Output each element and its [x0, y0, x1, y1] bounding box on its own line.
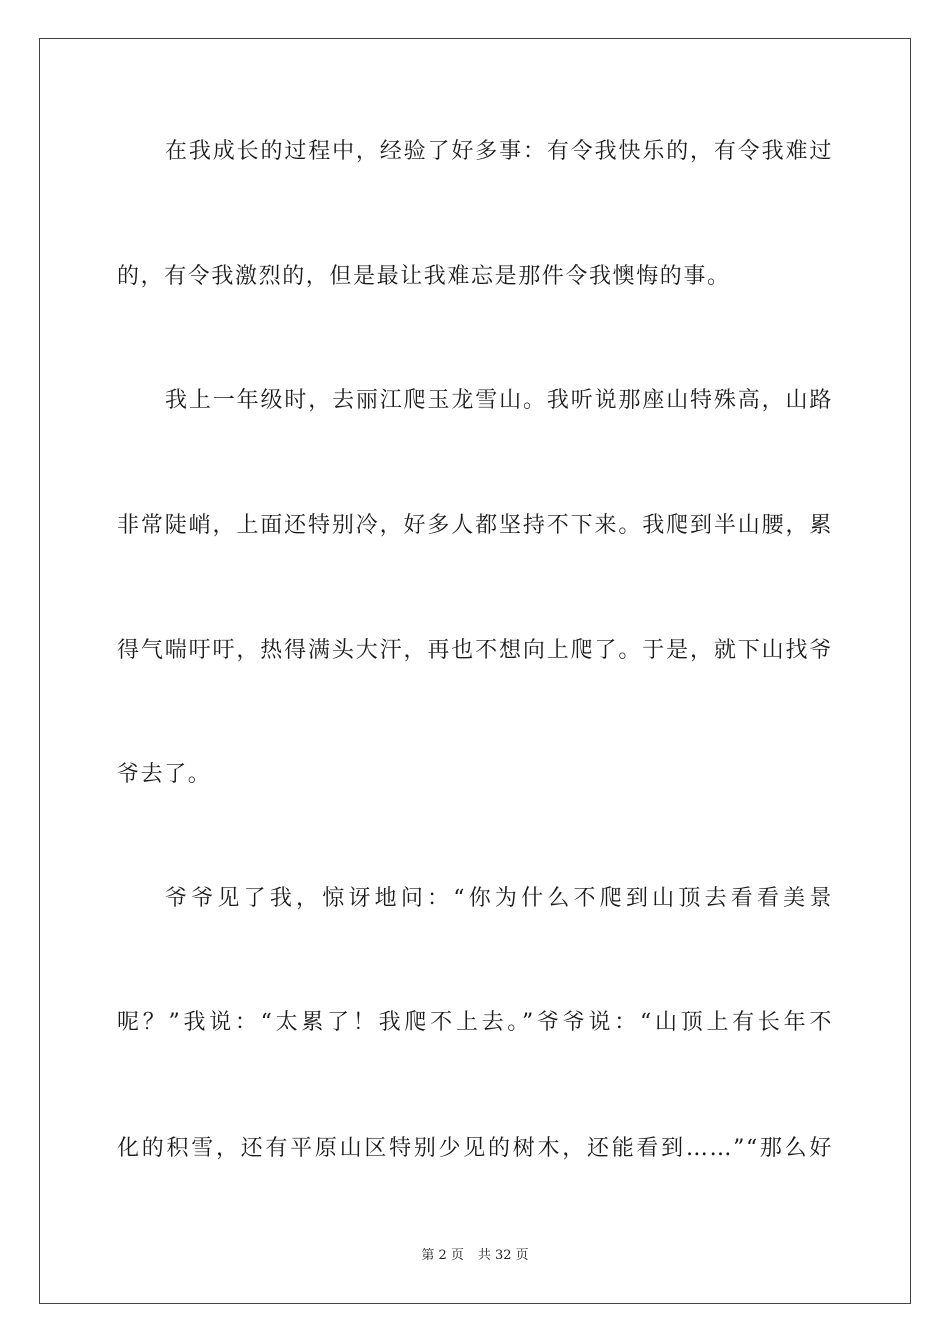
page-border [39, 38, 911, 1304]
page-total: 共 32 页 [477, 1248, 529, 1263]
page-footer [0, 1247, 950, 1265]
paragraph-1-line-2: 的，有令我激烈的，但是最让我难忘是那件令我懊悔的事。 [117, 264, 731, 289]
paragraph-2-line-1: 我上一年级时，去丽江爬玉龙雪山。我听说那座山特殊高，山路 [165, 388, 833, 413]
paragraph-2-line-4: 爷去了。 [117, 762, 212, 787]
paragraph-2-line-3: 得气喘吁吁，热得满头大汗，再也不想向上爬了。于是，就下山找爷 [117, 638, 833, 663]
paragraph-2-line-2: 非常陡峭，上面还特别冷，好多人都坚持不下来。我爬到半山腰，累 [117, 513, 833, 538]
paragraph-1-line-1: 在我成长的过程中，经验了好多事：有令我快乐的，有令我难过 [165, 139, 833, 164]
paragraph-3-line-1: 爷爷见了我，惊讶地问：“你为什么不爬到山顶去看看美景 [165, 886, 833, 911]
paragraph-3-line-3: 化的积雪，还有平原山区特别少见的树木，还能看到……”“那么好 [117, 1136, 833, 1161]
paragraph-3-line-2: 呢？”我说：“太累了！我爬不上去。”爷爷说：“山顶上有长年不 [117, 1010, 833, 1035]
page-number: 第 2 页 [421, 1248, 464, 1263]
